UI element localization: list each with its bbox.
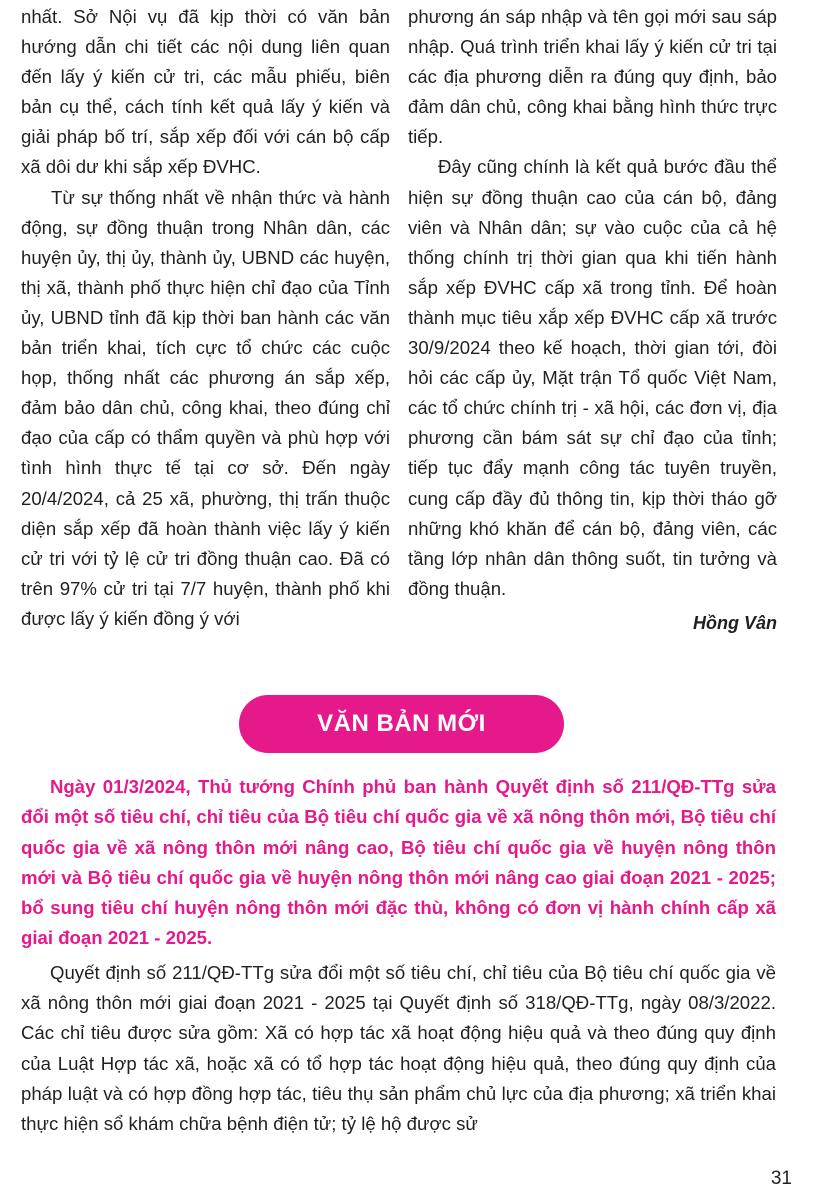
author-byline: Hồng Vân	[693, 612, 777, 633]
left-paragraph-2: Từ sự thống nhất về nhận thức và hành động, sự đồng thuận trong Nhân dân, các huyện ủy, thị ủy, thành ủy, UBND các huyện, thị xã, thành phố thực hiện chỉ đạo của Tỉnh ủy, UBND tỉnh đã kịp thời ban hành các văn bản triển khai, tích cực tổ chức các cuộc họp, thống nhất các phương án sắp xếp, đảm bảo dân chủ, công khai, theo đúng chỉ đạo của cấp có thẩm quyền và phù hợp với tình hình thực tế tại cơ sở. Đến ngày 20/4/2024, cả 25 xã, phường, thị trấn thuộc diện sắp xếp đã hoàn thành việc lấy ý kiến cử tri với tỷ lệ cử tri đồng thuận cao. Đã có trên 97% cử tri tại 7/7 huyện, thành phố khi được lấy ý kiến đồng ý với	[21, 186, 390, 629]
right-paragraph-2: Đây cũng chính là kết quả bước đầu thể hiện sự đồng thuận cao của cán bộ, đảng viên và Nhân dân; sự vào cuộc của cả hệ thống chính trị thời gian qua khi tiến hành sắp xếp ĐVHC cấp xã trong tỉnh. Để hoàn thành mục tiêu xắp xếp ĐVHC cấp xã trước 30/9/2024 theo kế hoạch, thời gian tới, đòi hỏi các cấp ủy, Mặt trận Tổ quốc Việt Nam, các tổ chức chính trị - xã hội, các đơn vị, địa phương cần bám sát sự chỉ đạo của tỉnh; tiếp tục đẩy mạnh công tác tuyên truyền, cung cấp đầy đủ thông tin, kịp thời tháo gỡ những khó khăn để cán bộ, đảng viên, các tầng lớp nhân dân thông suốt, tin tưởng và đồng thuận.	[408, 156, 777, 599]
page-number: 31	[770, 1168, 792, 1189]
left-paragraph-1: nhất. Sở Nội vụ đã kịp thời có văn bản hướng dẫn chi tiết các nội dung liên quan đến lấy ý kiến cử tri, các mẫu phiếu, biên bản cụ thể, cách tính kết quả lấy ý kiến và giải pháp bố trí, sắp xếp đối với cán bộ cấp xã dôi dư khi sắp xếp ĐVHC.	[21, 6, 390, 178]
section-banner: VĂN BẢN MỚI	[239, 695, 564, 753]
right-paragraph-1: phương án sáp nhập và tên gọi mới sau sáp nhập. Quá trình triển khai lấy ý kiến cử tri tại các địa phương diễn ra đúng quy định, bảo đảm dân chủ, công khai bằng hình thức trực tiếp.	[408, 6, 777, 148]
new-documents-section	[21, 772, 776, 1140]
right-column	[408, 2, 777, 638]
section-body: Quyết định số 211/QĐ-TTg sửa đổi một số tiêu chí, chỉ tiêu của Bộ tiêu chí quốc gia về xã nông thôn mới giai đoạn 2021 - 2025 tại Quyết định số 318/QĐ-TTg, ngày 08/3/2022. Các chỉ tiêu được sửa gồm: Xã có hợp tác xã hoạt động hiệu quả và theo đúng quy định của Luật Hợp tác xã, hoặc xã có tổ hợp tác hoạt động hiệu quả, theo đúng quy định của pháp luật và có hợp đồng hợp tác, tiêu thụ sản phẩm chủ lực của địa phương; xã triển khai thực hiện sổ khám chữa bệnh điện tử; tỷ lệ hộ được sử	[21, 961, 776, 1135]
left-column	[21, 2, 390, 634]
section-lead: Ngày 01/3/2024, Thủ tướng Chính phủ ban hành Quyết định số 211/QĐ-TTg sửa đổi một số tiêu chí, chỉ tiêu của Bộ tiêu chí quốc gia về xã nông thôn mới, Bộ tiêu chí quốc gia về xã nông thôn mới nâng cao, Bộ tiêu chí quốc gia về huyện nông thôn mới và Bộ tiêu chí quốc gia về huyện nông thôn mới nâng cao giai đoạn 2021 - 2025; bổ sung tiêu chí huyện nông thôn mới đặc thù, không có đơn vị hành chính cấp xã giai đoạn 2021 - 2025.	[21, 776, 776, 949]
